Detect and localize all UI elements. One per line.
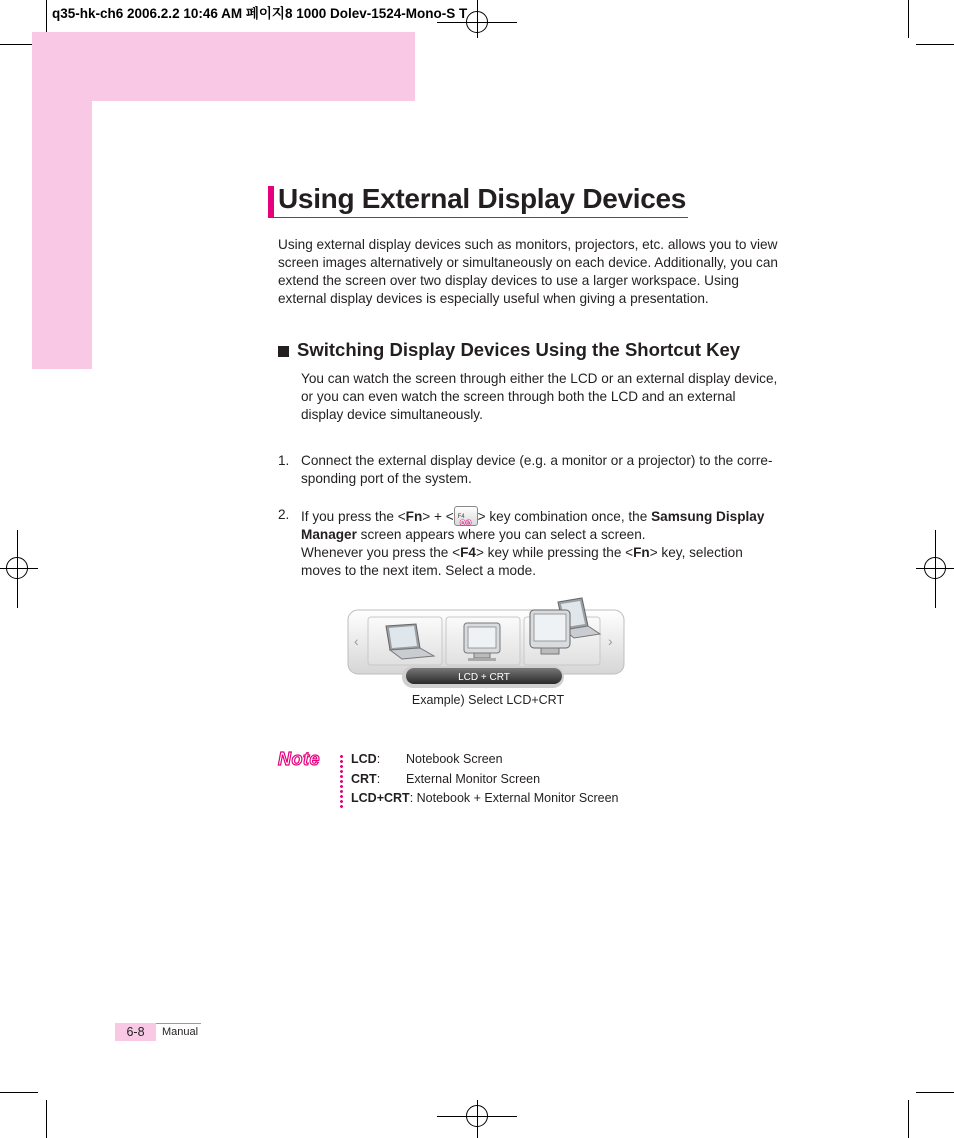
note-item (351, 770, 541, 790)
page-number: 6-8 (115, 1023, 156, 1041)
key-name: Fn (633, 545, 650, 560)
next-arrow-icon: › (608, 633, 613, 649)
text-run: > + < (422, 509, 454, 524)
note-key: LCD+CRT (351, 791, 410, 805)
key-name: Fn (405, 509, 423, 524)
note-sep: : (376, 772, 381, 786)
step-number: 1. (278, 453, 290, 468)
section-title: Switching Display Devices Using the Shortcut Key (297, 339, 741, 360)
registration-mark-icon (6, 557, 28, 579)
intro-paragraph: Using external display devices such as monitors, projectors, etc. allows you to view screen images alternatively or simultaneously on each device. Additionally, you can extend the screen over two display devices to use a larger workspace. Using external display devices is especially useful when giving a presentation. (278, 237, 778, 306)
osd-mode-label: LCD + CRT (458, 672, 510, 683)
step-number: 2. (278, 507, 290, 522)
title-accent-bar (268, 186, 274, 218)
registration-mark-icon (924, 557, 946, 579)
crop-mark (916, 44, 954, 45)
dotted-divider (340, 754, 343, 808)
square-bullet-icon (278, 346, 289, 357)
crop-mark (908, 1100, 909, 1138)
note-key: CRT (351, 772, 377, 786)
note-item (351, 789, 618, 809)
text-run: Whenever you press the < (301, 545, 461, 560)
step-text: Connect the external display device (e.g. a monitor or a projector) to the corre-sponding port of the system. (301, 453, 773, 486)
footer-rule (156, 1023, 201, 1024)
key-name: F4 (460, 545, 476, 560)
display-switch-osd (346, 590, 626, 692)
crop-mark (46, 1100, 47, 1138)
step-text (301, 506, 786, 580)
text-run: If you press the < (301, 509, 406, 524)
crop-mark (916, 1092, 954, 1093)
print-slug: q35-hk-ch6 2006.2.2 10:46 AM 페이지8 1000 Dolev-1524-Mono-S T (52, 6, 468, 21)
pink-band (32, 101, 92, 369)
note-value: Notebook Screen (406, 752, 503, 766)
section-body: You can watch the screen through either the LCD or an external display device, or you can even watch the screen through both the LCD and an external display device simultaneously. (301, 371, 778, 422)
text-run: screen appears where you can select a screen. (356, 527, 646, 542)
note-sep: : (376, 752, 381, 766)
crop-mark (908, 0, 909, 38)
footer-label: Manual (162, 1026, 199, 1038)
note-logo: Note (278, 749, 320, 769)
text-run: > key combination once, the (477, 509, 652, 524)
title-underline (274, 217, 688, 218)
figure-caption: Example) Select LCD+CRT (411, 693, 565, 707)
registration-mark-icon (466, 1105, 488, 1127)
note-sep: : (409, 791, 417, 805)
app-name: Samsung Display Manager (301, 509, 765, 542)
f4-key-icon: F4 ⓐⓑ (454, 506, 478, 526)
pink-band (32, 32, 415, 101)
note-value: Notebook + External Monitor Screen (416, 791, 619, 805)
text-run: > key while pressing the < (475, 545, 634, 560)
prev-arrow-icon: ‹ (354, 633, 359, 649)
page-title: Using External Display Devices (278, 183, 687, 214)
note-value: External Monitor Screen (406, 772, 541, 786)
note-key: LCD (351, 752, 377, 766)
text-run: > key, selection moves to the next item. Select a mode. (301, 545, 743, 578)
note-item (351, 750, 503, 770)
crop-mark (0, 1092, 38, 1093)
registration-mark-icon (466, 11, 488, 33)
